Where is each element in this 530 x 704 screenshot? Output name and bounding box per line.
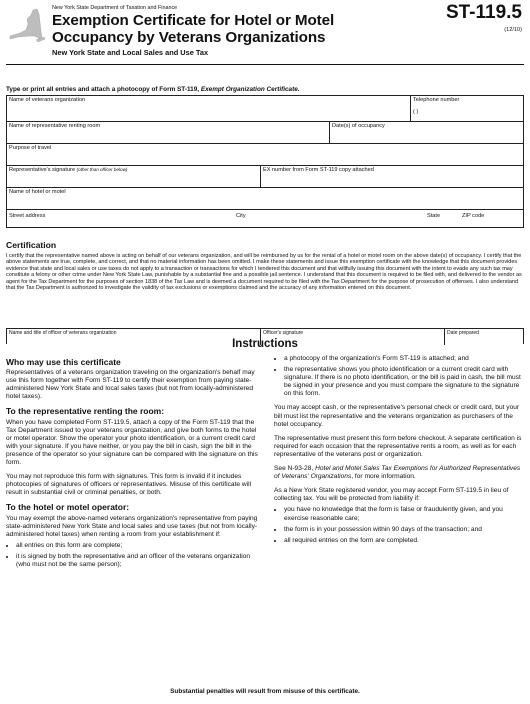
- liability-conditions: [274, 506, 524, 544]
- telephone-field[interactable]: Telephone number: [413, 97, 460, 103]
- column-divider: [329, 121, 330, 143]
- hotel-name-field[interactable]: Name of hotel or motel: [9, 189, 66, 195]
- veterans-org-name-field[interactable]: Name of veterans organization: [9, 97, 86, 103]
- representative-paragraph: When you have completed Form ST-119.5, attach a copy of the Form ST-119 that the Tax Department issued to your veterans organization, and give both forms to the hotel or motel operator. Show the operator your photo identification, or a current credit card with your signature. If you have neither, or you pay the bill in cash, sign the bill in the presence of the operator so your signature can be compared with the signature on this form.: [6, 418, 258, 467]
- instructions-right-column: [274, 355, 524, 551]
- instructions-left-column: [6, 355, 259, 575]
- officer-name-field[interactable]: Name and title of officer of veterans organization: [9, 330, 117, 336]
- row-divider: [7, 143, 523, 144]
- who-may-use-heading: Who may use this certificate: [6, 357, 121, 367]
- payment-paragraph: You may accept cash, or the representative's personal check or credit card, but your bill must list the representative and the veterans organization as purchasers of the hotel occupancy.: [274, 404, 520, 428]
- list-item: • all required entries on the form are completed.: [284, 537, 524, 545]
- row-divider: [7, 165, 523, 166]
- list-item: • all entries on this form are complete;: [16, 542, 259, 550]
- row-divider: [7, 187, 523, 188]
- checkout-paragraph: The representative must present this form before checkout. A separate certification is required for each occasion that the representative rents a room, as well as for each representative of the veterans post or organization.: [274, 434, 522, 458]
- entry-form: [6, 95, 524, 228]
- representative-heading: To the representative renting the room:: [6, 406, 165, 417]
- form-number: ST-119.5: [445, 2, 522, 23]
- certification-text: I certify that the representative named above is acting on behalf of our veterans organization, and will be reimbursed by us for the rental of a hotel or motel room on the above date(s) of occupancy. I certify that the above statements are true, complete, and correct, and that no material information has been omitted. I make these statements and issue this exemption certificate with the knowledge that this document provides evidence that state and local sales or use taxes do not apply to a transaction or transactions for which I tendered this document and that willfully issuing this document with the intent to evade any such tax may constitute a felony or other crime under New York State Law, punishable by a substantial fine and a possible jail sentence. I understand that this document is required to be filed with, and delivered to the vendor as agent for the Tax Department for the purposes of section 1838 of the Tax Law and is deemed a document required to be filed with the Tax Department for the purpose of prosecution of offenses. I also understand that the Tax Department is authorized to investigate the validity of tax exclusions or exemptions claimed and the accuracy of any information entered on this document.: [6, 253, 522, 292]
- purpose-of-travel-field[interactable]: Purpose of travel: [9, 145, 52, 151]
- representative-name-field[interactable]: Name of representative renting room: [9, 123, 101, 129]
- ex-number-field[interactable]: EX number from Form ST-119 copy attached: [263, 167, 374, 173]
- form-subtitle: New York State and Local Sales and Use Tax: [52, 48, 209, 57]
- row-divider: [7, 121, 523, 122]
- operator-conditions-continued: [274, 355, 524, 398]
- department-name: New York State Department of Taxation and Finance: [52, 5, 178, 11]
- column-divider: [410, 96, 411, 121]
- list-item: • the form is in your possession within 90 days of the transaction; and: [284, 526, 524, 534]
- city-field[interactable]: City: [236, 213, 246, 219]
- state-field[interactable]: State: [427, 213, 441, 219]
- header-divider: [6, 64, 524, 65]
- list-item: • the representative shows you photo identification or a current credit card with signature. If there is no photo identification, or the bill is paid in cash, the bill must be signed in your presence and you must compare the signature to the signature on this form.: [284, 366, 524, 398]
- date-prepared-field[interactable]: Date prepared: [447, 330, 479, 336]
- column-divider: [260, 165, 261, 187]
- street-address-field[interactable]: Street address: [9, 213, 46, 219]
- telephone-area-code: ( ): [413, 109, 419, 115]
- operator-conditions: [6, 542, 259, 569]
- list-item: • you have no knowledge that the form is false or fraudulently given, and you exercise reasonable care;: [284, 506, 524, 522]
- list-item: • it is signed by both the representative and an officer of the veterans organization (who must not be the same person);: [16, 553, 259, 569]
- instructions-heading: Instructions: [232, 338, 298, 350]
- penalty-notice: Substantial penalties will result from misuse of this certificate.: [170, 688, 360, 695]
- who-may-use-text: Representatives of a veterans organization traveling on the organization's behalf may use this form together with Form ST-119 to certify their exemption from paying state-administered New York State and local sales taxes (but not from locally-administered hotel taxes).: [6, 369, 255, 401]
- zip-code-field[interactable]: ZIP code: [462, 213, 485, 219]
- row-divider: [7, 209, 523, 210]
- list-item: • a photocopy of the organization's Form ST-119 is attached; and: [284, 355, 524, 363]
- officer-signature-field[interactable]: Officer's signature: [263, 330, 304, 336]
- certification-heading: Certification: [6, 240, 57, 250]
- operator-paragraph: You may exempt the above-named veterans organization's representative from paying state-administered New York State and local sales and use taxes (but not from locally-administered hotel taxes) when renting a room from your establishment if:: [6, 514, 258, 538]
- representative-paragraph: You may not reproduce this form with signatures. This form is invalid if it includes photocopies of signatures of officers or representatives. Misuse of this certificate will result in substantial civil or criminal penalties, or both.: [6, 473, 252, 497]
- reference-paragraph: See N-93-28, Hotel and Motel Sales Tax Exemptions for Authorized Representatives of Veterans' Organizations, for more information.: [274, 465, 521, 481]
- form-revision: (12/10): [504, 27, 522, 33]
- form-title: Exemption Certificate for Hotel or Motel Occupancy by Veterans Organizations: [52, 12, 335, 46]
- vendor-paragraph: As a New York State registered vendor, you may accept Form ST-119.5 in lieu of collecting tax. You will be protected from liability if:: [274, 487, 509, 503]
- operator-heading: To the hotel or motel operator:: [6, 502, 130, 513]
- dates-of-occupancy-field[interactable]: Date(s) of occupancy: [332, 123, 385, 129]
- entry-instructions: Type or print all entries and attach a photocopy of Form ST-119, Exempt Organization Certificate.: [6, 86, 300, 93]
- representative-signature-field[interactable]: Representative's signature (other than officer below): [9, 167, 128, 173]
- new-york-state-map-icon: [6, 6, 46, 44]
